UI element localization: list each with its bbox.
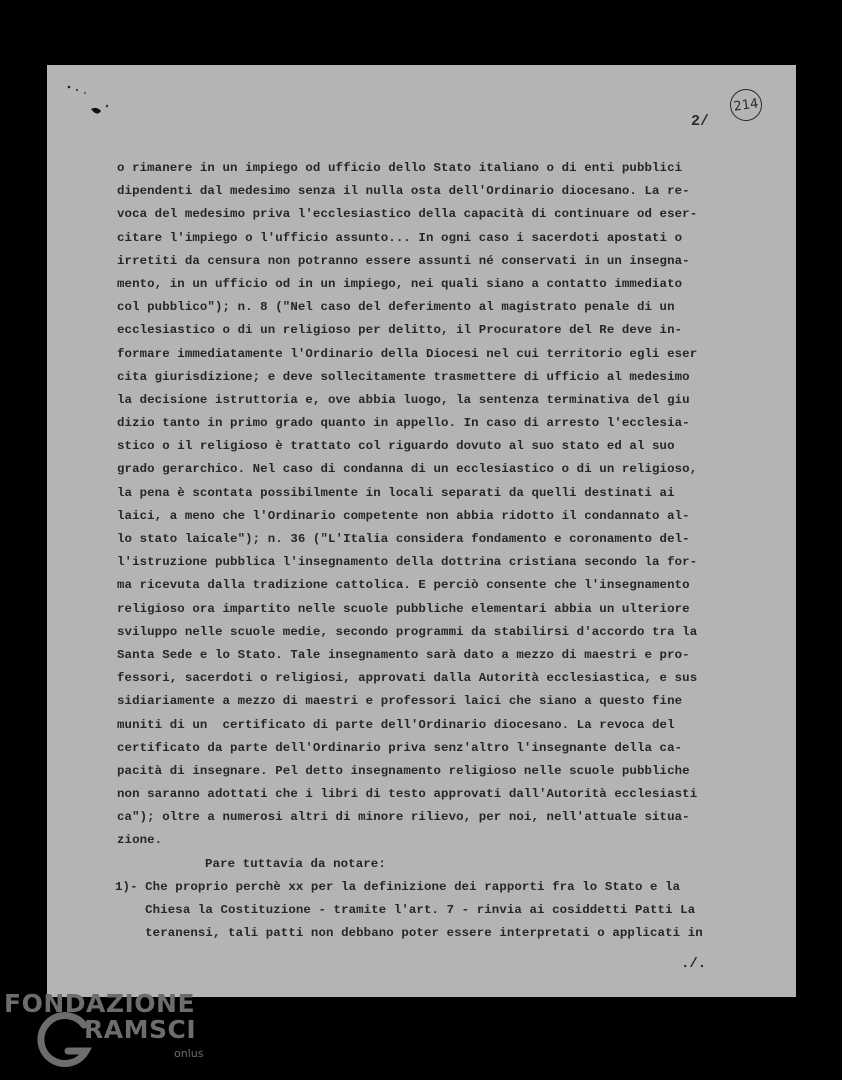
text-line: dipendenti dal medesimo senza il nulla osta dell'Ordinario diocesano. La re- [117, 184, 690, 199]
typewritten-page [47, 65, 796, 997]
text-line: 1)- Che proprio perchè xx per la definizione dei rapporti fra lo Stato e la [115, 879, 681, 894]
text-line: teranensi, tali patti non debbano poter essere interpretati o applicati in [115, 926, 703, 941]
text-line: la pena è scontata possibilmente in locali separati da quelli destinati ai [117, 485, 675, 500]
text-line: zione. [117, 833, 163, 848]
paper-specks [65, 83, 115, 123]
text-line: l'istruzione pubblica l'insegnamento della dottrina cristiana secondo la for- [117, 555, 698, 570]
text-line: o rimanere in un impiego od ufficio dello Stato italiano o di enti pubblici [117, 161, 683, 175]
text-line: citare l'impiego o l'ufficio assunto... In ogni caso i sacerdoti apostati o [117, 230, 683, 245]
text-line: voca del medesimo priva l'ecclesiastico della capacità di continuare od eser- [117, 207, 698, 222]
text-line: ecclesiastico o di un religioso per delitto, il Procuratore del Re deve in- [117, 323, 683, 338]
text-line: grado gerarchico. Nel caso di condanna di un ecclesiastico o di un religioso, [117, 462, 698, 477]
text-line: irretiti da censura non potranno essere assunti né conservati in un insegna- [117, 253, 690, 268]
text-line: sidiariamente a mezzo di maestri e professori laici che siano a questo fine [117, 694, 683, 709]
archive-number-stamp [728, 87, 764, 123]
text-line: religioso ora impartito nelle scuole pubbliche elementari abbia un ulteriore [117, 601, 690, 616]
text-line: stico o il religioso è trattato col riguardo dovuto al suo stato ed al suo [117, 439, 675, 454]
text-line: ca"); oltre a numerosi altri di minore rilievo, per noi, nell'attuale situa- [117, 810, 690, 825]
text-line: Santa Sede e lo Stato. Tale insegnamento sarà dato a mezzo di maestri e pro- [117, 647, 690, 662]
text-line: muniti di un certificato di parte dell'Ordinario diocesano. La revoca del [117, 717, 675, 732]
logo-line2: RAMSCI [84, 1015, 197, 1044]
text-line: Chiesa la Costituzione - tramite l'art. 7 - rinvia ai cosiddetti Patti La [115, 903, 696, 917]
archive-number-text: 214 [732, 95, 760, 115]
text-line: pacità di insegnare. Pel detto insegnamento religioso nelle scuole pubbliche [117, 763, 690, 778]
continuation-mark: ./. [681, 956, 707, 972]
text-line: la decisione istruttoria e, ove abbia luogo, la sentenza terminativa del giu [117, 392, 690, 407]
text-line: fessori, sacerdoti o religiosi, approvati dalla Autorità ecclesiastica, e sus [117, 671, 698, 686]
page-number: 2/ [691, 113, 710, 130]
text-line: non saranno adottati che i libri di testo approvati dall'Autorità ecclesiasti [117, 787, 698, 802]
text-line: formare immediatamente l'Ordinario della Diocesi nel cui territorio egli eser [117, 346, 698, 361]
text-line: mento, in un ufficio od in un impiego, nei quali siano a contatto immediato [117, 276, 683, 291]
text-line: sviluppo nelle scuole medie, secondo programmi da stabilirsi d'accordo tra la [117, 624, 698, 639]
text-line: cita giurisdizione; e deve sollecitamente trasmettere di ufficio al medesimo [117, 369, 690, 384]
logo-line1: FONDAZIONE [4, 989, 196, 1018]
text-line: col pubblico"); n. 8 ("Nel caso del deferimento al magistrato penale di un [117, 300, 675, 315]
text-line: dizio tanto in primo grado quanto in appello. In caso di arresto l'ecclesia- [117, 416, 690, 431]
fondazione-gramsci-logo [4, 989, 224, 1077]
text-line: lo stato laicale"); n. 36 ("L'Italia considera fondamento e coronamento del- [117, 532, 690, 546]
text-line: laici, a meno che l'Ordinario competente non abbia ridotto il condannato al- [117, 508, 690, 523]
logo-onlus: onlus [174, 1047, 204, 1060]
text-line: ma ricevuta dalla tradizione cattolica. E perciò consente che l'insegnamento [117, 578, 690, 593]
body-text [117, 157, 796, 945]
text-line: Pare tuttavia da notare: [205, 856, 386, 871]
text-line: certificato da parte dell'Ordinario priva senz'altro l'insegnante della ca- [117, 740, 683, 755]
